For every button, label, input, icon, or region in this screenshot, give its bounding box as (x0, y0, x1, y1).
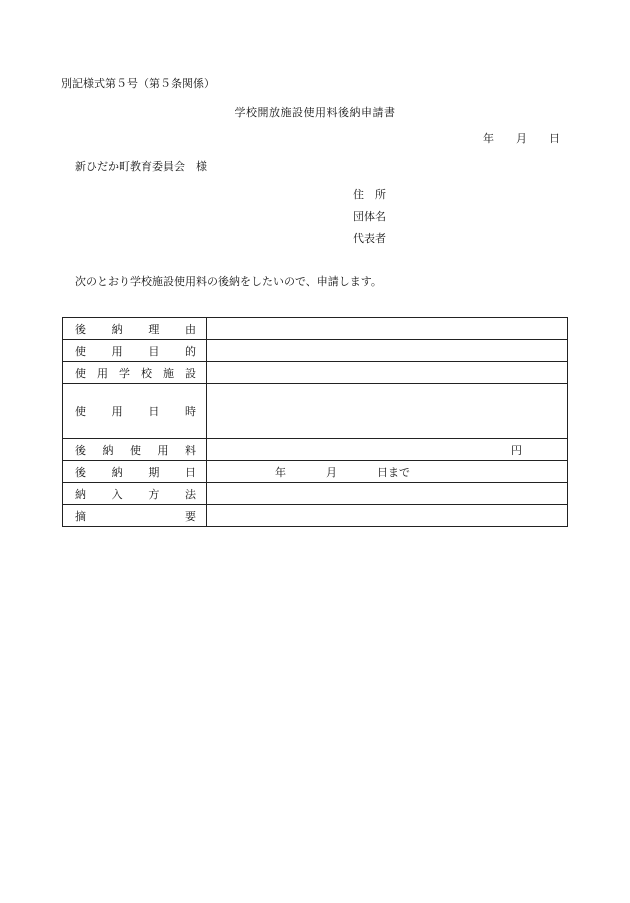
label-char: 使 (75, 344, 86, 358)
group-name-label: 団体名 (353, 210, 386, 223)
label-char: 納 (111, 322, 123, 336)
label-char: 料 (185, 443, 196, 457)
address-label: 住 所 (353, 188, 386, 201)
table-row (63, 384, 568, 439)
row-label (63, 362, 207, 384)
label-char: 方 (148, 487, 160, 501)
row-label (63, 340, 207, 362)
label-char: 理 (148, 322, 160, 336)
applicant-block (353, 188, 386, 254)
date-month-label: 月 (516, 132, 527, 145)
label-char: 学 (119, 366, 130, 380)
label-char: 用 (97, 366, 108, 380)
label-char: 納 (111, 465, 123, 479)
label-char: 目 (148, 344, 160, 358)
deadline-date (275, 464, 410, 480)
school-facility-field[interactable] (207, 362, 568, 384)
label-char: 設 (185, 366, 196, 380)
table-row (63, 340, 568, 362)
label-char: 要 (185, 509, 196, 523)
purpose-field[interactable] (207, 340, 568, 362)
table-row (63, 362, 568, 384)
label-char: 納 (75, 487, 86, 501)
label-char: 用 (111, 405, 123, 418)
label-char: 使 (75, 405, 86, 418)
date-day-label: 日 (549, 132, 560, 145)
deadline-year-label: 年 (275, 466, 286, 479)
fee-amount-field[interactable] (207, 439, 568, 461)
label-char: 法 (184, 487, 196, 501)
document-title: 学校開放施設使用料後納申請書 (234, 106, 396, 119)
table-row (63, 318, 568, 340)
usage-datetime-field[interactable] (207, 384, 568, 439)
table-row (63, 483, 568, 505)
row-label (63, 461, 207, 483)
label-char: 用 (157, 443, 169, 457)
yen-unit: 円 (511, 444, 522, 457)
label-char: 施 (163, 366, 174, 380)
reason-field[interactable] (207, 318, 568, 340)
label-char: 摘 (75, 509, 86, 523)
row-label (63, 439, 207, 461)
table-row (63, 461, 568, 483)
row-label (63, 384, 207, 439)
label-char: 入 (111, 487, 123, 501)
representative-label: 代表者 (353, 232, 386, 245)
intro-text: 次のとおり学校施設使用料の後納をしたいので、申請します。 (75, 275, 382, 288)
table-row (63, 439, 568, 461)
date-year-label: 年 (483, 132, 494, 145)
row-label (63, 505, 207, 527)
deadline-month-label: 月 (326, 466, 337, 479)
addressee: 新ひだか町教育委員会 様 (75, 160, 207, 173)
remarks-field[interactable] (207, 505, 568, 527)
label-char: 納 (102, 443, 114, 457)
form-number: 別記様式第５号（第５条関係） (61, 77, 215, 90)
label-char: 用 (111, 344, 123, 358)
label-char: 後 (75, 443, 86, 457)
payment-method-field[interactable] (207, 483, 568, 505)
date-line (483, 132, 560, 146)
label-char: 使 (130, 443, 141, 457)
label-char: 時 (184, 405, 196, 418)
label-char: 由 (184, 322, 196, 336)
label-char: 日 (148, 405, 160, 418)
label-char: 日 (184, 465, 196, 479)
label-char: 的 (184, 344, 196, 358)
label-char: 期 (148, 465, 160, 479)
label-char: 校 (141, 366, 152, 380)
label-char: 使 (75, 366, 86, 380)
row-label (63, 318, 207, 340)
application-table (62, 317, 568, 527)
row-label (63, 483, 207, 505)
deadline-day-label: 日まで (377, 466, 410, 479)
label-char: 後 (75, 465, 86, 479)
table-row (63, 505, 568, 527)
label-char: 後 (75, 322, 86, 336)
payment-deadline-field[interactable] (207, 461, 568, 483)
